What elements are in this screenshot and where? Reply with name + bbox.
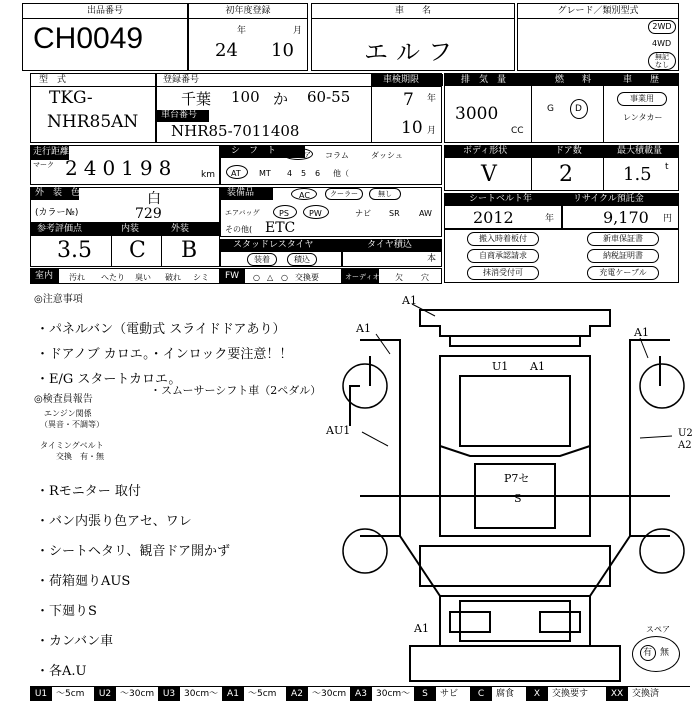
first-registration-year: 24 [215,40,238,61]
timing-belt-label: タイミングベルト [40,441,104,450]
inspection-month-unit: 月 [427,126,437,136]
shift-6: 6 [315,169,321,178]
interior-sag: へたり [101,273,125,282]
capacity-label: 最大積載量 [617,146,663,156]
fw-opt-2: △ [267,273,274,282]
interior-value: C [129,238,146,263]
doc-6: 充電ケーブル [587,266,659,280]
lot-number: CH0049 [33,22,144,55]
shift-4: 4 [287,169,293,178]
equip-other-value: ETC [265,220,296,236]
grade-box [517,3,679,71]
tire-unit: 本 [427,254,437,264]
mark-a1-right: A1 [634,326,649,339]
mark-a2: A2 [678,440,692,451]
shift-label: シ フ ト [231,146,277,156]
ref-score-label: 参考評価点 [37,224,83,234]
doc-3: 自商承認請求 [467,249,539,263]
exterior-value: B [181,238,198,263]
equip-pw: PW [309,209,322,218]
inspection-label: 車検期限 [383,75,420,85]
legend-u3: U3 [158,687,180,701]
legend-bar [30,686,690,701]
drive-4wd: 4WD [652,39,672,48]
legend-xx-text: 交換済 [632,689,660,699]
legend-u2-text: 〜30cm [120,689,155,699]
legend-u3-text: 30cm〜 [184,689,219,699]
engine-related-sub: （異音・不調等） [40,420,104,429]
mark-p7se: P7セ [504,472,530,485]
doors-value: 2 [559,162,573,187]
doc-2: 新車保証書 [587,232,659,246]
mark-a1-top: A1 [402,294,417,307]
cc-unit: CC [511,126,524,136]
equip-none: 無し [369,188,401,200]
doc-4: 納税証明書 [587,249,659,263]
interior-stain: シミ [193,273,209,282]
registration-number-2: 60-55 [307,88,351,106]
equip-ps: PS [279,209,289,218]
report-line-5: ・下廻りS [36,604,97,619]
model-type-2: NHR85AN [47,112,139,132]
shift-other: 他（ [333,169,349,178]
timing-belt-sub: 交換 有・無 [56,452,104,461]
color-code-label: (カラー№) [35,208,79,218]
displacement-label: 排 気 量 [461,75,507,85]
fw-label: FW [225,271,240,281]
exterior-label: 外装 [171,224,190,234]
seatbelt-box [444,193,562,229]
legend-u1: U1 [30,687,52,701]
chassis-number: NHR85-7011408 [171,122,300,140]
body-box [444,145,679,191]
fuel-g: G [547,104,554,114]
registration-label: 登録番号 [163,75,200,85]
fw-row [220,268,342,284]
registration-kana: か [273,90,289,108]
shift-box [220,145,442,185]
legend-x: X [526,687,548,701]
report-line-2: ・バン内張り色アセ、ワレ [36,514,192,529]
model-type-box [30,73,156,143]
chassis-label: 車台番号 [161,110,198,120]
legend-a2-text: 〜30cm [312,689,347,699]
equip-airbag: エアバッグ [225,209,260,217]
legend-a1-text: 〜5cm [248,689,277,699]
doors-label: ドア数 [555,146,582,156]
recycle-label: リサイクル預託金 [573,194,644,204]
audio-label: オーディオ [345,273,380,281]
doc-1: 搬入時着板付 [467,232,539,246]
equip-pw-circle [303,205,329,219]
equip-aw: AW [419,209,432,218]
report-line-4: ・荷箱廻りAUS [36,574,131,589]
lot-number-label: 出品番号 [23,4,187,19]
shift-mt: MT [259,169,271,178]
inspection-year: 7 [403,90,414,110]
registration-number: 100 [231,88,260,106]
car-name-label: 車 名 [312,4,514,19]
spare-none: 無 [660,648,670,658]
mark-label: マーク [33,161,54,169]
report-line-6: ・カンバン車 [36,634,114,649]
report-line-3: ・シートヘタリ、観音ドア開かず [36,544,230,559]
color-box [30,187,220,223]
month-unit: 月 [293,26,303,36]
inspection-year-unit: 年 [427,94,437,104]
mark-s: S [514,492,522,505]
mark-u1: U1 [492,360,509,373]
legend-s: S [414,687,436,701]
history-business: 事業用 [617,92,667,106]
legend-a3-text: 30cm〜 [376,689,411,699]
mileage-label: 走行距離 [33,147,70,157]
legend-a3: A3 [350,687,372,701]
vehicle-diagram [340,296,690,686]
first-registration-label: 初年度登録 [189,4,307,19]
inspection-month: 10 [401,118,423,138]
grade-label: グレード／類別型式 [518,4,678,19]
report-line-1: ・Rモニター 取付 [36,484,141,499]
drive-misc: 無記 なし [648,52,676,70]
equip-cooler: クーラー [325,188,363,200]
documents-box [444,229,679,283]
legend-u2: U2 [94,687,116,701]
interior-tear: 破れ [165,273,181,282]
equip-ac-circle [291,188,317,200]
legend-xx: XX [606,687,628,701]
shift-column: コラム [325,151,349,160]
interior-odor: 臭い [135,273,151,282]
studless-loaded: 積込 [287,253,317,266]
note-line-3: ・E/G スタートカロエ。 [36,372,182,387]
equip-ac: AC [299,191,310,200]
equip-ps-circle [273,205,297,219]
audio-missing: 欠 [395,273,403,282]
history-label: 車 歴 [623,75,660,85]
color-code-value: 729 [135,206,162,222]
car-name: エルフ [364,38,460,66]
legend-a1: A1 [222,687,244,701]
report-line-7: ・各A.U [36,664,87,679]
color-label: 外 装 色 [35,188,81,198]
model-type-label: 型 式 [31,74,155,87]
mark-u2: U2 [678,428,693,439]
note-line-1: ・パネルバン（電動式 スライドドアあり） [36,322,286,337]
mileage-box [30,145,220,185]
mark-au1: AU1 [326,424,351,437]
fuel-label: 燃 料 [555,75,592,85]
fw-opt-1: ○ [253,273,260,282]
legend-u1-text: 〜5cm [56,689,85,699]
interior-dirty: 汚れ [69,273,85,282]
seatbelt-value: 2012 [473,208,514,227]
shift-floor-circle [283,148,313,160]
shift-5: 5 [301,169,307,178]
grades-box [30,223,220,267]
studless-label: スタッドレスタイヤ [233,240,314,250]
shift-dash: ダッシュ [371,151,403,160]
equip-sr: SR [389,209,400,218]
studless-box [220,239,342,267]
color-value: 白 [147,191,161,207]
mark-a1-left: A1 [356,322,371,335]
recycle-yen-unit: 円 [663,214,673,224]
interior-label: 内装 [121,224,140,234]
interior-row-label: 室内 [35,271,54,281]
note-line-2: ・ドアノブ カロエ。・インロック要注意！！ [36,347,293,362]
registration-box [156,73,442,143]
spare-label: スペア [646,625,670,634]
lot-number-box [22,3,188,71]
spare-has: 有 [643,648,653,658]
mileage-value: 240198 [65,156,178,180]
legend-c-text: 腐食 [496,689,515,699]
first-registration-month: 10 [271,40,294,61]
fuel-d: D [575,104,582,114]
audio-hole: 穴 [421,273,429,282]
car-name-box [311,3,515,71]
shift-floor: フロア [287,151,311,160]
interior-row [30,268,220,284]
tire-box [342,239,442,267]
tire-label: タイヤ積込 [367,240,412,250]
seatbelt-label: シートベルト年 [469,194,533,204]
fw-opt-4: 交換要 [295,273,319,282]
legend-s-text: サビ [440,689,459,699]
notes-title: ◎注意事項 [34,294,83,305]
ref-score-value: 3.5 [57,238,92,263]
fw-opt-3: ○ [281,273,288,282]
model-type-1: TKG- [49,88,93,108]
legend-x-text: 交換要す [552,689,589,699]
recycle-value: 9,170 [603,208,649,227]
equipment-label: 装備品 [227,188,255,198]
capacity-value: 1.5 [623,164,652,185]
registration-prefecture: 千葉 [181,90,212,108]
drive-2wd: 2WD [648,20,676,34]
first-registration-box [188,3,308,71]
recycle-box [562,193,679,229]
capacity-unit: t [665,162,669,172]
engine-box [444,73,679,143]
mark-a1-bottom: A1 [414,622,429,635]
shift-at-circle [226,165,248,179]
equip-other-label: その他( [225,225,253,234]
mark-a1-center: A1 [530,360,545,373]
legend-c: C [470,687,492,701]
studless-fitted: 装着 [247,253,277,266]
km-unit: km [201,170,215,180]
doc-5: 抹消受付可 [467,266,539,280]
year-unit: 年 [237,26,247,36]
seatbelt-year-unit: 年 [545,214,555,224]
equipment-box [220,187,442,237]
body-type-value: V [481,162,497,187]
history-rental: レンタカー [623,113,663,122]
equip-navi: ナビ [355,209,371,218]
displacement-value: 3000 [455,104,499,124]
body-type-label: ボディ形状 [463,146,508,156]
inspector-title: ◎検査員報告 [34,394,93,405]
note-line-4: ・スムーサーシフト車（2ペダル） [150,384,322,397]
shift-at: AT [231,169,241,178]
audio-row [342,268,442,284]
legend-a2: A2 [286,687,308,701]
engine-related-label: エンジン関係 [44,409,92,418]
